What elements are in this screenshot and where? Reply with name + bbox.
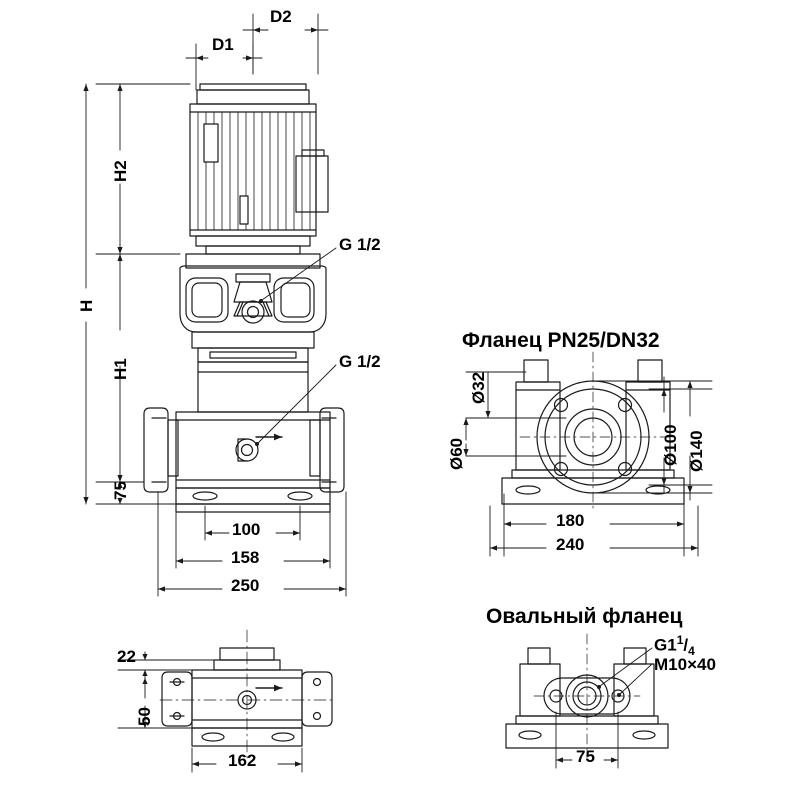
thread-label-g114-text: G1 bbox=[654, 635, 677, 655]
dimension-label-d2: D2 bbox=[270, 7, 292, 26]
dimension-label-250: 250 bbox=[231, 576, 260, 595]
dimension-label-d60: Ø60 bbox=[447, 437, 466, 470]
dimension-label-158: 158 bbox=[231, 548, 260, 567]
dimension-label-h1: H1 bbox=[111, 358, 130, 380]
dimension-label-50: 50 bbox=[135, 707, 154, 726]
dimension-label-75: 75 bbox=[111, 481, 130, 500]
dimension-label-h2: H2 bbox=[111, 160, 130, 182]
dimension-label-d32: Ø32 bbox=[469, 371, 488, 404]
thread-label-g114: $G1^1/_4$ bbox=[654, 633, 695, 659]
dimension-label-d1: D1 bbox=[212, 35, 234, 54]
dimension-label-180: 180 bbox=[556, 511, 585, 530]
thread-label-g12-bottom: G 1/2 bbox=[339, 352, 381, 371]
dimension-label-h: H bbox=[77, 299, 96, 312]
dimension-label-75-oval: 75 bbox=[576, 747, 595, 766]
thread-label-g114-numerator: 1 bbox=[676, 633, 684, 647]
thread-label-m10x40: M10×40 bbox=[654, 655, 716, 674]
section-title-flange: Фланец PN25/DN32 bbox=[462, 329, 660, 352]
dimension-label-240: 240 bbox=[556, 535, 585, 554]
dimension-label-100: 100 bbox=[232, 520, 261, 539]
dimension-label-d140: Ø140 bbox=[687, 430, 706, 472]
thread-label-g114-denominator: 4 bbox=[688, 644, 695, 659]
thread-label-g12-top: G 1/2 bbox=[339, 235, 381, 254]
dimension-label-22: 22 bbox=[117, 647, 136, 666]
section-title-oval-flange: Овальный фланец bbox=[486, 605, 683, 628]
dimension-label-162: 162 bbox=[228, 751, 257, 770]
dimension-label-d100: Ø100 bbox=[661, 424, 680, 466]
